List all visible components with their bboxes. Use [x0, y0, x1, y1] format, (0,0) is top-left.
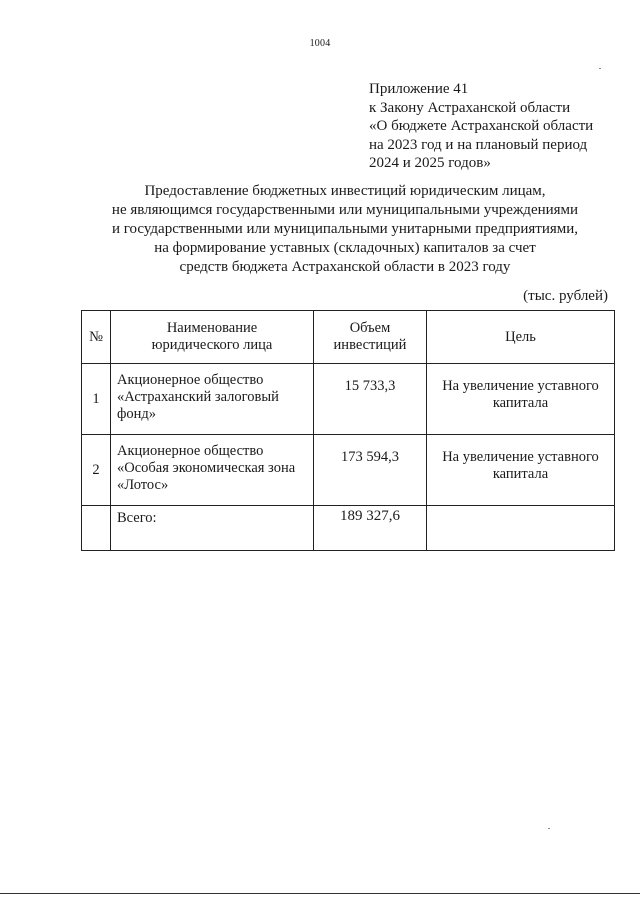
row-goal-line: На увеличение уставного [442, 449, 599, 465]
units-label: (тыс. рублей) [523, 288, 608, 304]
row-goal [427, 364, 615, 435]
total-goal-cell [427, 506, 615, 551]
title-line: и государственными или муниципальными унитарными предприятиями, [111, 221, 579, 237]
row-name-line: Акционерное общество [117, 443, 264, 459]
row-name-line: «Астраханский залоговый [117, 389, 279, 405]
scan-edge-line [0, 893, 640, 894]
scan-speck [548, 828, 550, 829]
header-amount-line: инвестиций [333, 337, 407, 353]
row-goal-line: На увеличение уставного [442, 378, 599, 394]
appendix-line: на 2023 год и на плановый период [369, 136, 588, 153]
row-amount: 173 594,3 [314, 435, 427, 506]
total-amount: 189 327,6 [314, 506, 427, 551]
title-line: средств бюджета Астраханской области в 2023 году [179, 259, 511, 275]
header-amount-line: Объем [349, 320, 391, 336]
row-name [111, 364, 314, 435]
scan-speck [599, 68, 601, 69]
header-goal: Цель [427, 311, 615, 364]
total-row [82, 506, 615, 551]
title-line: на формирование уставных (складочных) капиталов за счет [154, 240, 536, 256]
table-row [82, 364, 615, 435]
page-number: 1004 [309, 38, 331, 49]
row-name-line: фонд» [117, 406, 157, 422]
title-line: не являющимся государственными или муниципальными учреждениями [111, 202, 579, 218]
investments-table [81, 310, 615, 551]
total-label: Всего: [111, 506, 314, 551]
appendix-line: 2024 и 2025 годов» [369, 155, 491, 172]
header-name-line: Наименование [166, 320, 258, 336]
row-amount: 15 733,3 [314, 364, 427, 435]
table-row [82, 435, 615, 506]
header-amount [314, 311, 427, 364]
total-number-cell [82, 506, 111, 551]
appendix-line: Приложение 41 [369, 81, 469, 97]
header-name [111, 311, 314, 364]
row-goal [427, 435, 615, 506]
header-number: № [82, 311, 111, 364]
row-number: 1 [82, 364, 111, 435]
row-name [111, 435, 314, 506]
header-name-line: юридического лица [151, 337, 273, 353]
row-name-line: «Особая экономическая зона [117, 460, 296, 476]
row-name-line: Акционерное общество [117, 372, 264, 388]
row-name-line: «Лотос» [117, 477, 169, 493]
row-goal-line: капитала [492, 466, 549, 482]
appendix-reference [369, 80, 619, 173]
appendix-line: «О бюджете Астраханской области [369, 118, 594, 135]
title-line: Предоставление бюджетных инвестиций юридическим лицам, [144, 183, 546, 199]
document-title [0, 182, 640, 277]
row-goal-line: капитала [492, 395, 549, 411]
appendix-line: к Закону Астраханской области [369, 99, 571, 116]
row-number: 2 [82, 435, 111, 506]
table-header-row [82, 311, 615, 364]
